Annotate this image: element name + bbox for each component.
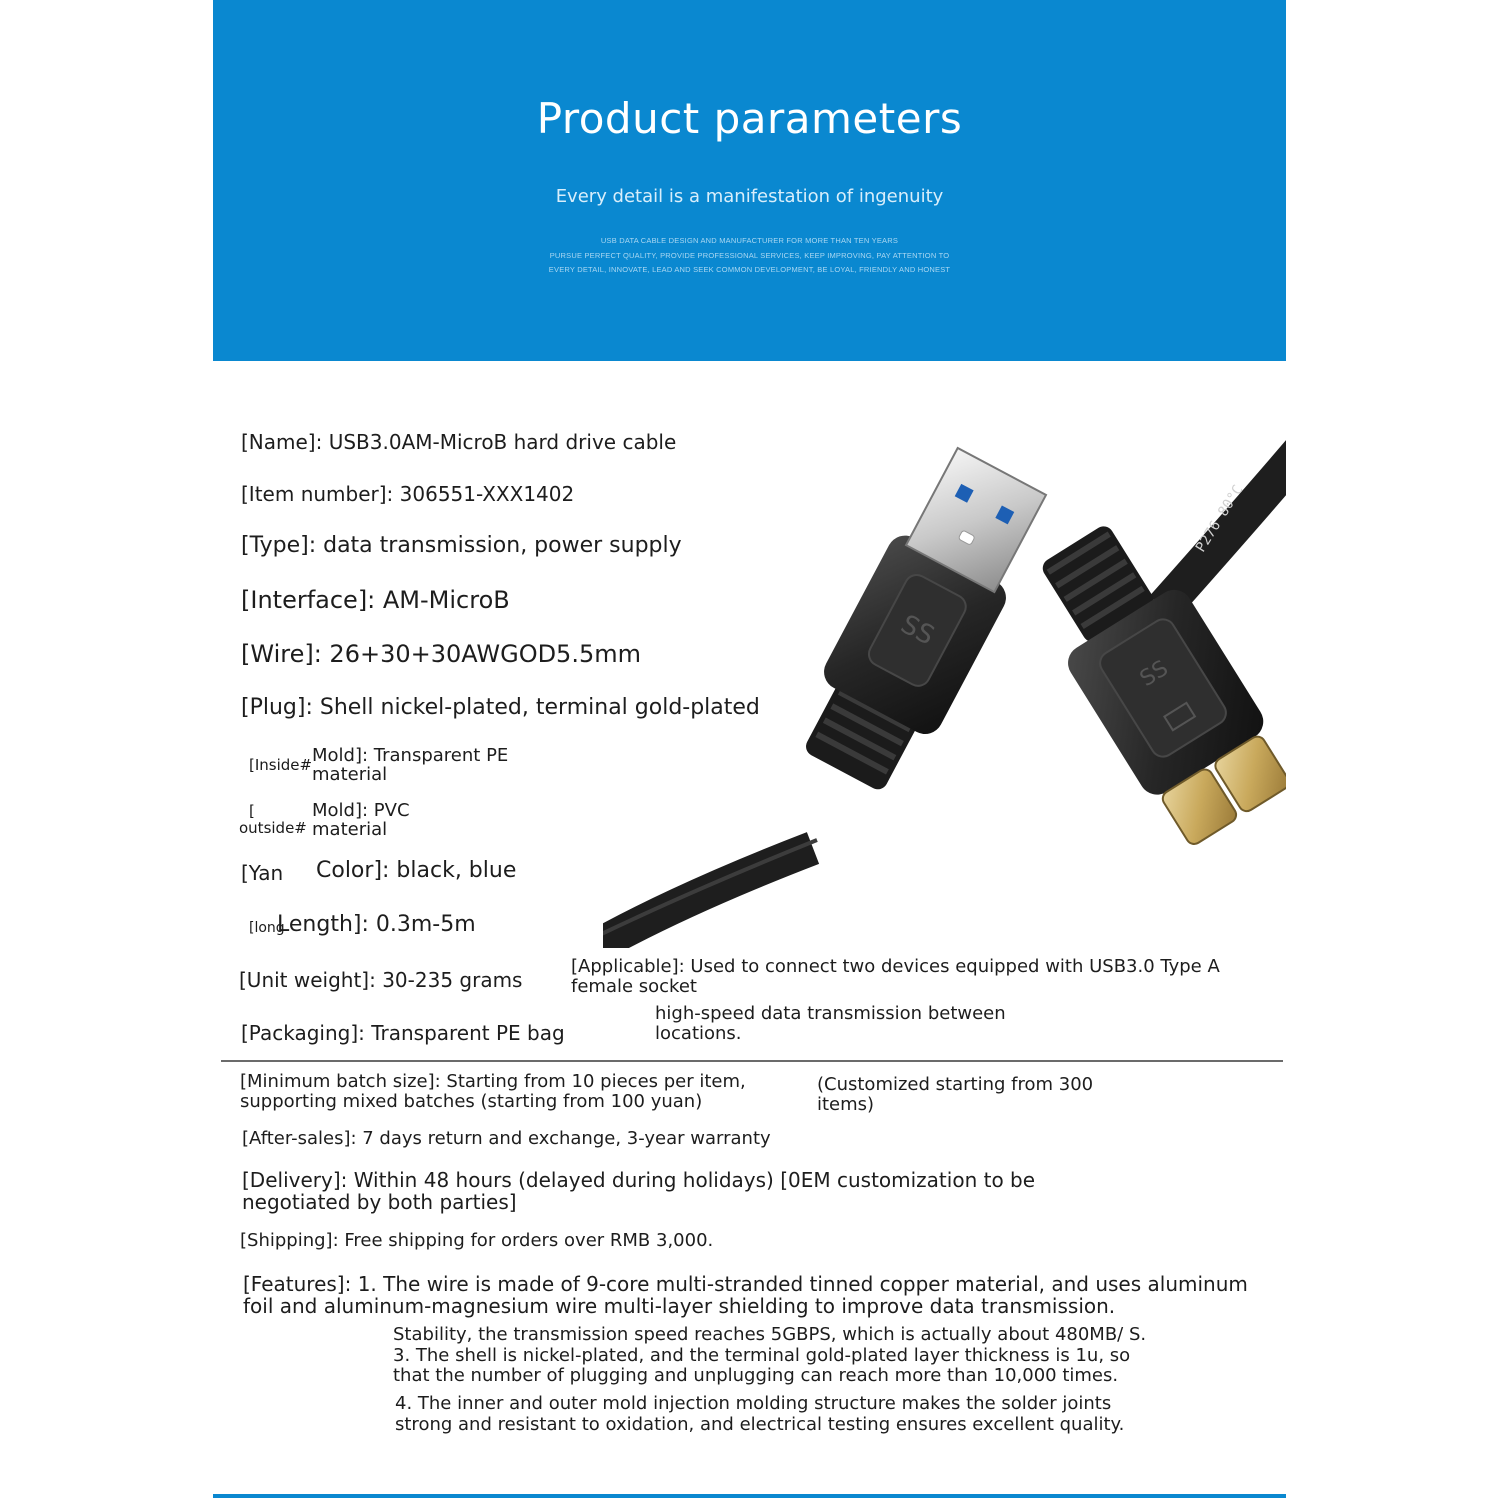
spec-type: [Type]: data transmission, power supply bbox=[241, 533, 682, 558]
spec-applicable-continued: high-speed data transmission between locations. bbox=[655, 1003, 1006, 1044]
spec-wire: [Wire]: 26+30+30AWGOD5.5mm bbox=[241, 640, 641, 668]
spec-name: [Name]: USB3.0AM-MicroB hard drive cable bbox=[241, 430, 677, 454]
superspeed-usb-logo-icon: SS bbox=[1135, 656, 1173, 693]
tagline-line: USB DATA CABLE DESIGN AND MANUFACTURER FOR MORE THAN TEN YEARS bbox=[600, 236, 899, 245]
banner-tagline bbox=[213, 234, 1286, 278]
tagline-line: PURSUE PERFECT QUALITY, PROVIDE PROFESSIONAL SERVICES, KEEP IMPROVING, PAY ATTENTION TO bbox=[549, 250, 950, 260]
section-divider bbox=[221, 1060, 1283, 1062]
header-banner bbox=[213, 0, 1286, 361]
spec-applicable: [Applicable]: Used to connect two devices equipped with USB3.0 Type A female socket bbox=[571, 956, 1220, 997]
spec-inside-mold: Mold]: Transparent PE material bbox=[312, 745, 509, 785]
spec-interface: [Interface]: AM-MicroB bbox=[241, 586, 510, 614]
spec-inside-mold-label: [Inside# bbox=[249, 756, 313, 774]
spec-color: Color]: black, blue bbox=[316, 858, 517, 883]
cable-print-text: P276 80°C bbox=[1192, 482, 1247, 556]
detail-customized: (Customized starting from 300 items) bbox=[817, 1074, 1094, 1115]
spec-length: Length]: 0.3m-5m bbox=[277, 912, 476, 937]
spec-packaging: [Packaging]: Transparent PE bag bbox=[241, 1021, 565, 1045]
product-detail-page bbox=[213, 0, 1286, 1500]
spec-outside-mold-bracket: [ bbox=[249, 802, 255, 820]
spec-outside-mold: Mold]: PVC material bbox=[312, 800, 410, 840]
spec-item-number: [Item number]: 306551-XXX1402 bbox=[241, 482, 575, 506]
detail-after-sales: [After-sales]: 7 days return and exchange, 3-year warranty bbox=[242, 1128, 771, 1149]
spec-unit-weight: [Unit weight]: 30-235 grams bbox=[239, 968, 523, 992]
tagline-line: EVERY DETAIL, INNOVATE, LEAD AND SEEK COMMON DEVELOPMENT, BE LOYAL, FRIENDLY AND HONEST bbox=[548, 265, 951, 274]
spec-color-label: [Yan bbox=[241, 861, 284, 885]
spec-outside-mold-label: outside# bbox=[239, 819, 307, 837]
detail-delivery: [Delivery]: Within 48 hours (delayed during holidays) [0EM customization to be negotiated by both parties] bbox=[242, 1168, 1036, 1214]
detail-features-3: 4. The inner and outer mold injection molding structure makes the solder joints strong and resistant to oxidation, and electrical testing ensures excellent quality. bbox=[395, 1393, 1125, 1435]
detail-minimum-batch: [Minimum batch size]: Starting from 10 pieces per item, supporting mixed batches (starting from 100 yuan) bbox=[240, 1071, 746, 1112]
detail-features-1: [Features]: 1. The wire is made of 9-core multi-stranded tinned copper material, and uses aluminum foil and aluminum-magnesium wire multi-layer shielding to improve data transmission. bbox=[243, 1272, 1248, 1318]
detail-shipping: [Shipping]: Free shipping for orders over RMB 3,000. bbox=[240, 1230, 714, 1251]
spec-length-label: [long bbox=[249, 920, 285, 936]
usb-cable-product-image bbox=[603, 428, 1286, 948]
spec-plug: [Plug]: Shell nickel-plated, terminal gold-plated bbox=[241, 695, 760, 720]
page-subtitle: Every detail is a manifestation of ingenuity bbox=[555, 186, 944, 207]
bottom-accent-bar bbox=[213, 1494, 1286, 1498]
page-title: Product parameters bbox=[536, 94, 963, 143]
detail-features-2: Stability, the transmission speed reaches 5GBPS, which is actually about 480MB/ S. 3. The shell is nickel-plated, and the terminal gold-plated layer thickness is 1u, so that the number of plugging and unplugging can reach more than 10,000 times. bbox=[393, 1324, 1147, 1386]
superspeed-usb-logo-icon: SS bbox=[895, 609, 939, 652]
